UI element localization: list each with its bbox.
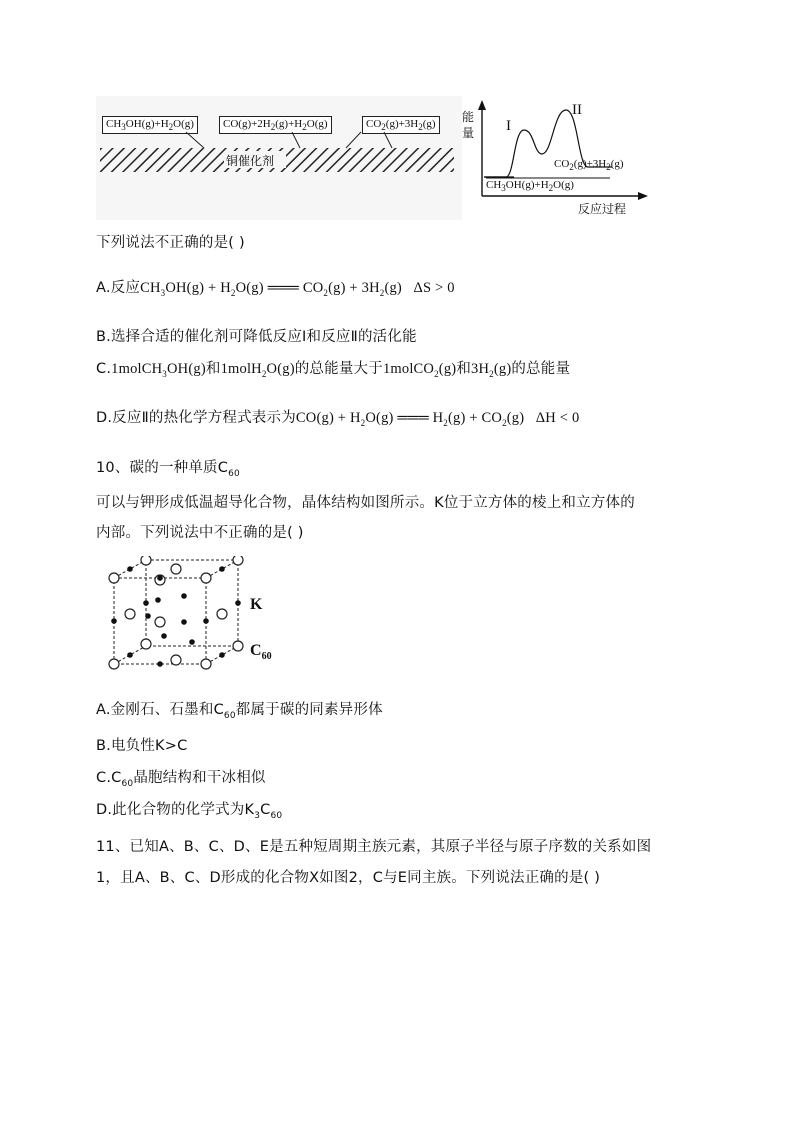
catalyst-bar bbox=[96, 96, 462, 220]
q10-stem-line3: 内部。下列说法中不正确的是( ) bbox=[96, 525, 304, 541]
product-box: $CO_2(g)+3H_2(g)$ bbox=[362, 116, 440, 134]
q9-option-d: D.反应Ⅱ的热化学方程式表示为$CO(g) + H_2O(g)$ ═══ $H_2(g) + CO_2(g) \Delta H < 0$ bbox=[96, 410, 580, 428]
reactant-label: $CH_3OH(g)+H_2O(g)$ bbox=[486, 179, 574, 194]
q11-line1: 11、已知A、B、C、D、E是五种短周期主族元素，其原子半径与原子序数的关系如图 bbox=[96, 839, 652, 855]
q9-option-a: A.反应$CH_3OH(g) + H_2O(g)$ ═══ $CO_2(g) + 3H_2(g) \Delta S > 0$ bbox=[96, 280, 455, 298]
x-axis-label: 反应过程 bbox=[578, 202, 627, 216]
y-arrow-icon bbox=[478, 100, 486, 110]
q9-stem: 下列说法不正确的是( ) bbox=[96, 235, 245, 251]
c60-label: $C_{60}$ bbox=[250, 642, 272, 663]
q10-option-c: $C.C_{60}$晶胞结构和干冰相似 bbox=[96, 770, 266, 789]
k-label: K bbox=[250, 596, 263, 613]
q10-stem-line2: 可以与钾形成低温超导化合物，晶体结构如图所示。K位于立方体的棱上和立方体的 bbox=[96, 495, 635, 511]
crystal-cell-figure bbox=[100, 556, 300, 680]
catalyst-label: 铜催化剂 bbox=[226, 154, 275, 168]
q9-option-b: B.选择合适的催化剂可降低反应Ⅰ和反应Ⅱ的活化能 bbox=[96, 329, 417, 345]
product-label: $CO_2(g)+3H_2(g)$ bbox=[554, 158, 624, 173]
peak-2-label: II bbox=[572, 102, 582, 118]
q11-line2: 1，且A、B、C、D形成的化合物X如图2，C与E同主族。下列说法正确的是( ) bbox=[96, 870, 601, 886]
catalyst-diagram bbox=[96, 96, 462, 220]
q10-option-b: B.电负性K>C bbox=[96, 738, 188, 754]
y-label-1: 能 bbox=[462, 110, 475, 124]
q9-option-c: C.1molCH$_3$OH(g)和1molH$_2$O(g)的总能量大于1molCO$_2$(g)和$3H_2(g)$的总能量 bbox=[96, 361, 571, 379]
q10-option-d: D.此化合物的化学式为$K_3C_{60}$ bbox=[96, 802, 283, 821]
c60-spheres bbox=[109, 556, 243, 669]
reactant-box: $CH_3OH(g)+H_2O(g)$ bbox=[102, 116, 198, 134]
x-arrow-icon bbox=[638, 192, 648, 200]
energy-diagram bbox=[462, 96, 654, 220]
intermediate-box: $CO(g)+2H_2(g)+H_2O(g)$ bbox=[219, 116, 332, 134]
q10-stem-line1: 10、碳的一种单质$C_{60}$ bbox=[96, 460, 240, 479]
y-label-2: 量 bbox=[462, 126, 475, 140]
peak-1-label: I bbox=[506, 118, 511, 134]
q10-option-a: A.金刚石、石墨和$C_{60}$都属于碳的同素异形体 bbox=[96, 702, 383, 721]
